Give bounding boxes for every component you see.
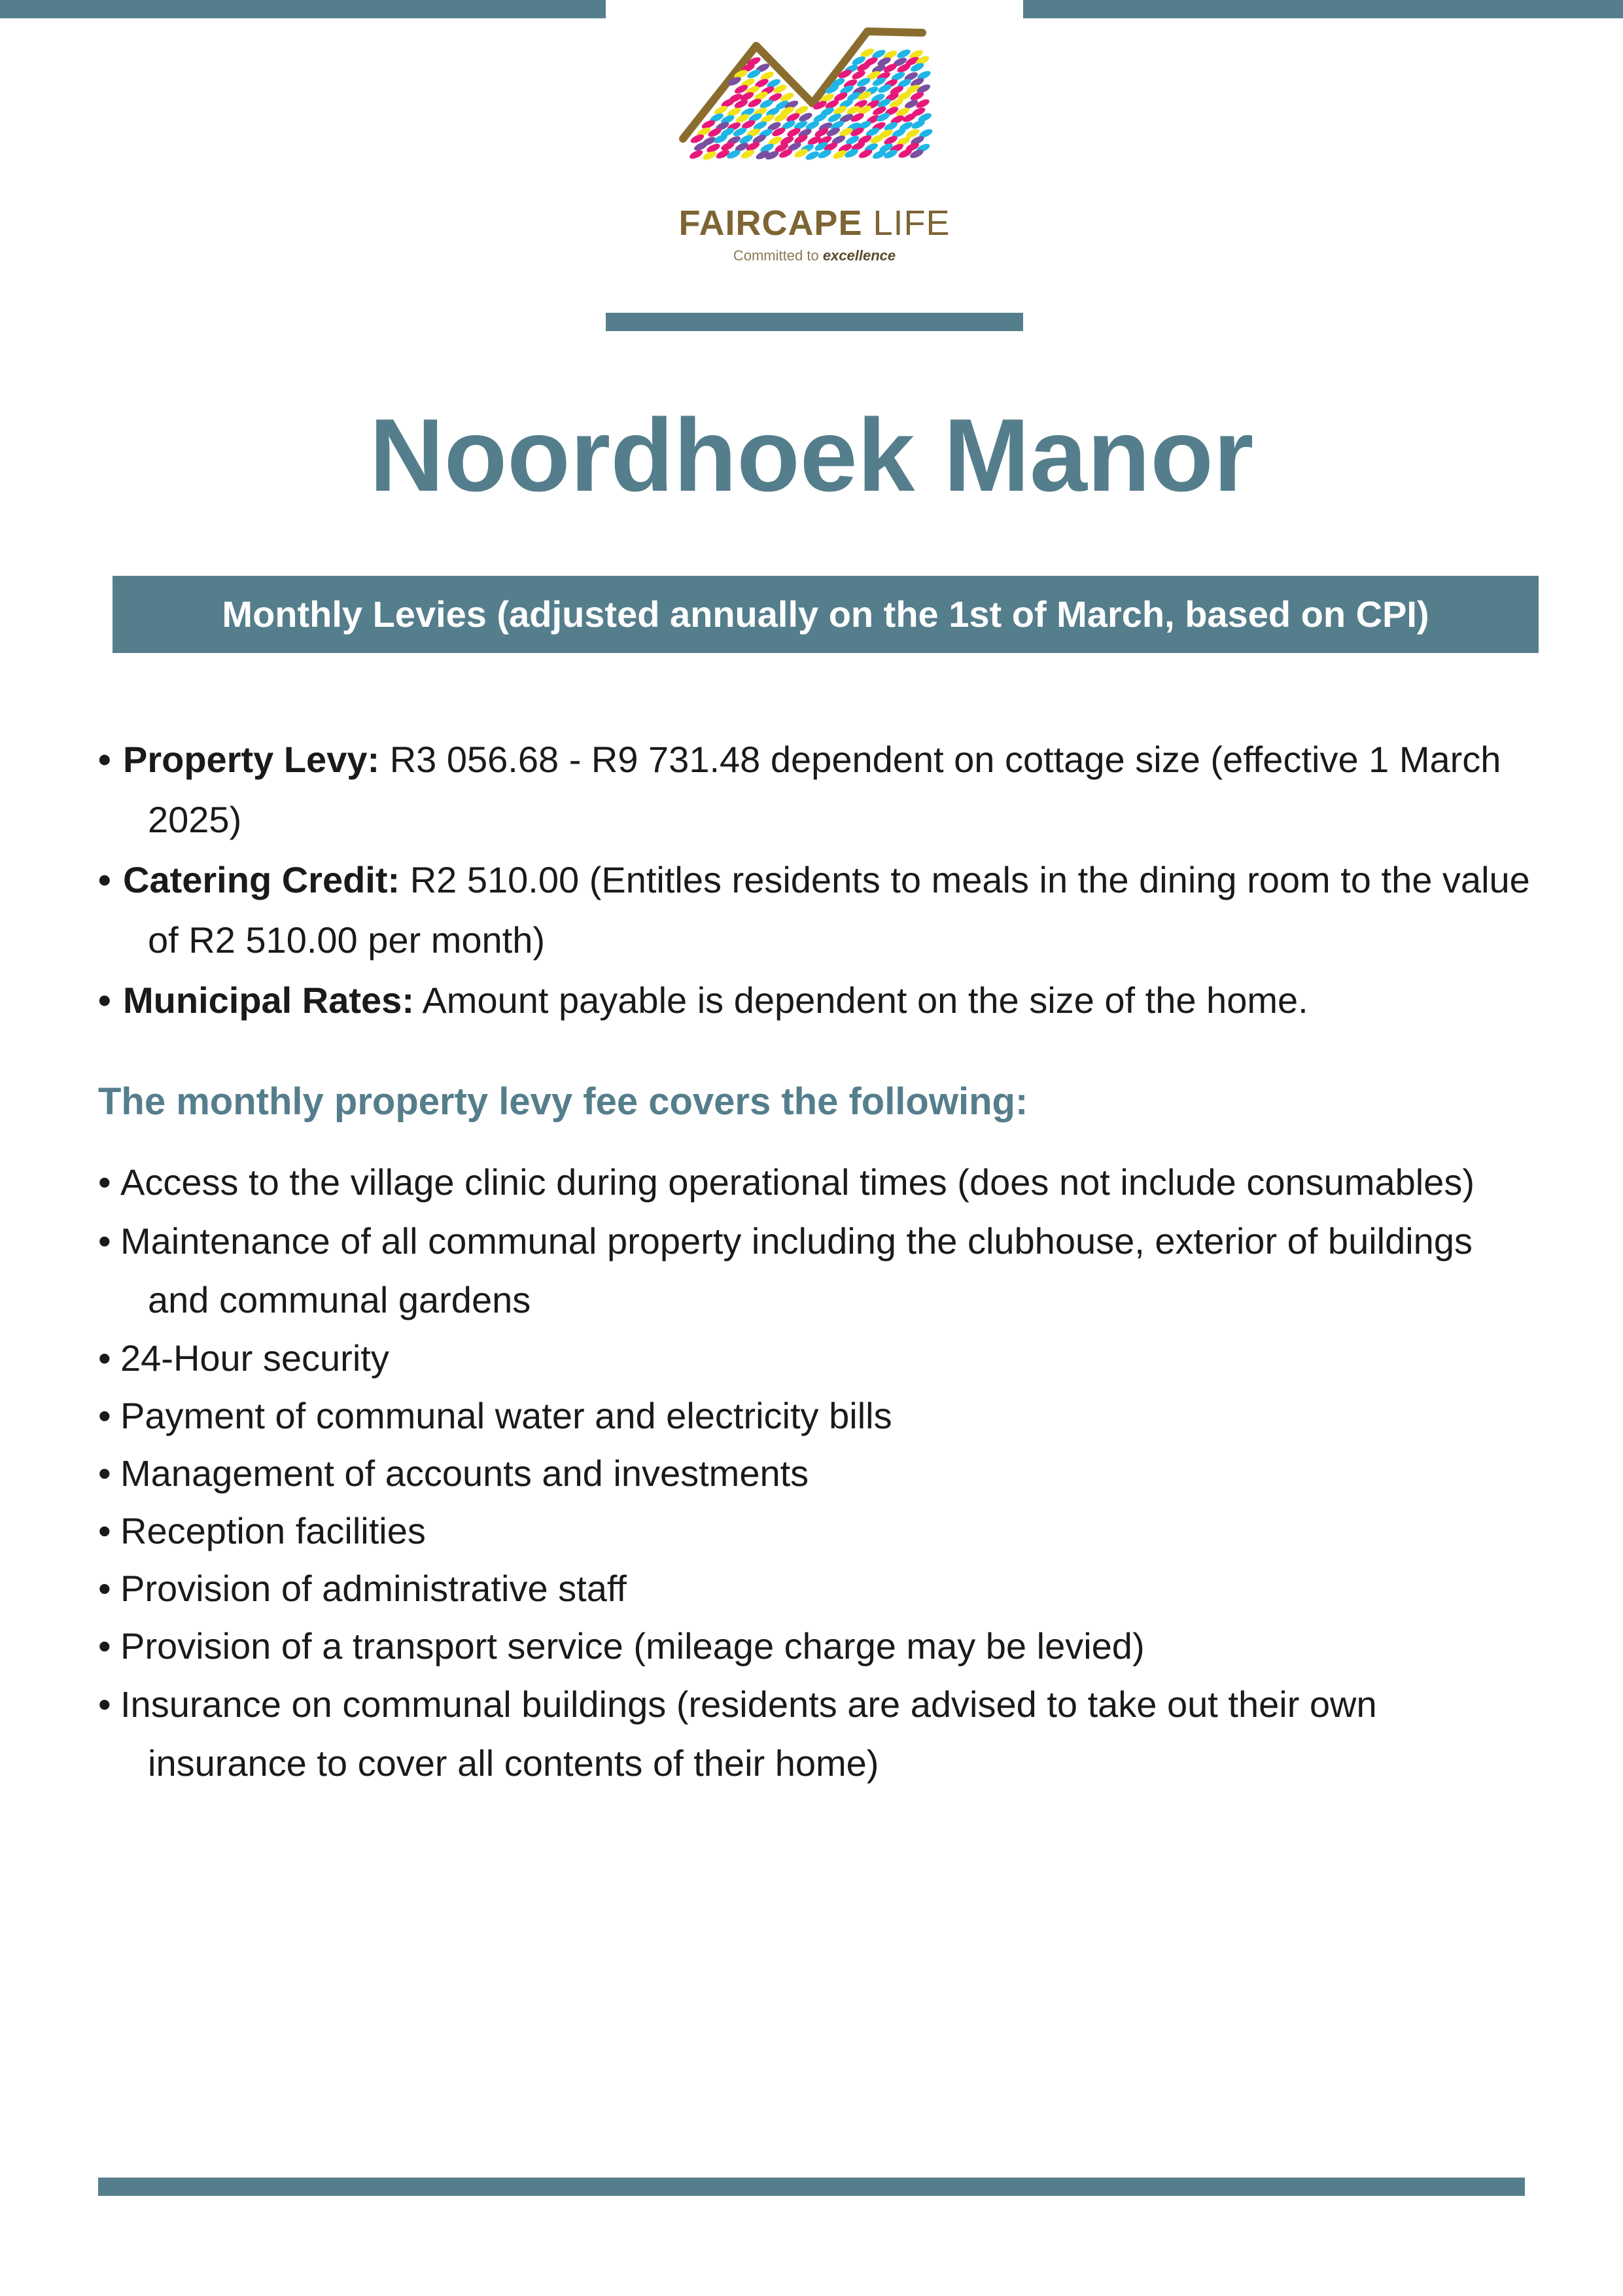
list-item — [98, 1153, 1537, 1212]
bullet: • — [98, 1453, 111, 1494]
cover-text: Provision of administrative staff — [120, 1568, 627, 1609]
list-item — [98, 1617, 1537, 1675]
levy-item-catering — [98, 850, 1537, 970]
levy-label: Catering Credit: — [123, 859, 400, 900]
tagline-plain: Committed to — [733, 247, 819, 264]
list-item — [98, 1212, 1537, 1330]
bullet: • — [98, 859, 111, 900]
levy-item-municipal — [98, 970, 1537, 1031]
bullet: • — [98, 1337, 111, 1379]
bullet: • — [98, 739, 111, 780]
cover-text: Provision of a transport service (mileage charge may be levied) — [120, 1625, 1145, 1667]
levy-text: R3 056.68 - R9 731.48 dependent on cottage size (effective 1 March 2025) — [148, 739, 1501, 840]
cover-text: 24-Hour security — [120, 1337, 389, 1379]
faircape-logo — [674, 26, 955, 275]
levy-text: R2 510.00 (Entitles residents to meals in the dining room to the value of R2 510.00 per month) — [148, 859, 1530, 961]
cover-text: Insurance on communal buildings (residents are advised to take out their own insurance to cover all contents of their home) — [120, 1684, 1377, 1784]
bullet: • — [98, 1568, 111, 1609]
brand-name — [674, 203, 955, 243]
bullet: • — [98, 1684, 111, 1725]
brand-name-light: LIFE — [873, 203, 951, 243]
levies-banner: Monthly Levies (adjusted annually on the 1st of March, based on CPI) — [113, 576, 1539, 653]
top-left-bar — [0, 0, 606, 18]
bullet: • — [98, 980, 111, 1021]
covers-list — [98, 1153, 1537, 1793]
list-item — [98, 1502, 1537, 1560]
list-item — [98, 1330, 1537, 1387]
cover-text: Reception facilities — [120, 1510, 426, 1551]
mountain-mosaic-logo-icon — [674, 26, 955, 203]
levy-label: Municipal Rates: — [123, 980, 414, 1021]
list-item — [98, 1675, 1537, 1793]
levy-item-property — [98, 730, 1537, 850]
covers-heading: The monthly property levy fee covers the following: — [98, 1080, 1028, 1123]
brand-tagline — [674, 247, 955, 264]
list-item — [98, 1387, 1537, 1445]
cover-text: Payment of communal water and electricity bills — [120, 1395, 892, 1436]
levy-text: Amount payable is dependent on the size of the home. — [422, 980, 1308, 1021]
bullet: • — [98, 1625, 111, 1667]
cover-text: Management of accounts and investments — [120, 1453, 809, 1494]
logo-divider-bar — [606, 313, 1023, 331]
page-title: Noordhoek Manor — [369, 398, 1254, 513]
top-right-bar — [1023, 0, 1623, 18]
levies-list — [98, 730, 1537, 1031]
list-item — [98, 1445, 1537, 1502]
bullet: • — [98, 1395, 111, 1436]
cover-text: Maintenance of all communal property including the clubhouse, exterior of buildings and communal gardens — [120, 1220, 1473, 1320]
bullet: • — [98, 1510, 111, 1551]
brand-name-bold: FAIRCAPE — [678, 203, 863, 243]
bullet: • — [98, 1161, 111, 1203]
cover-text: Access to the village clinic during operational times (does not include consumables) — [120, 1161, 1475, 1203]
list-item — [98, 1560, 1537, 1617]
tagline-emphasis: excellence — [822, 247, 896, 264]
bullet: • — [98, 1220, 111, 1262]
bottom-bar — [98, 2178, 1525, 2196]
levy-label: Property Levy: — [123, 739, 380, 780]
